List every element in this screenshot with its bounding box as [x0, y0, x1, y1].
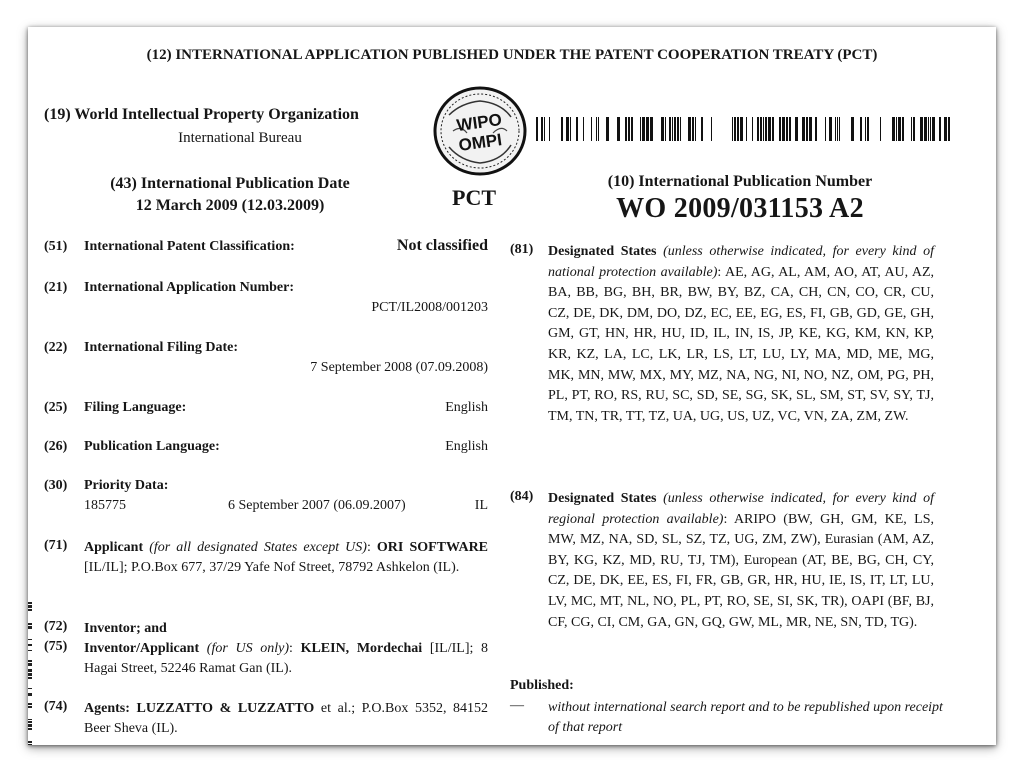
field-label: Inventor; and [84, 621, 167, 636]
field-label: International Application Number: [84, 280, 295, 295]
barcode-icon [536, 117, 952, 141]
field-code: (72) [44, 619, 68, 634]
field-label: Inventor/Applicant [84, 641, 200, 656]
regional-qualifier: (unless otherwise indicated, for every kind of regional protection available) [548, 491, 935, 527]
field-label: Designated States [548, 244, 657, 259]
field-value: English [445, 400, 488, 415]
margin-code-icon [28, 597, 32, 747]
regional-country-list: ARIPO (BW, GH, GM, KE, LS, MW, MZ, NA, SD, SL, SZ, TZ, UG, ZM, ZW), Eurasian (AM, AZ, BY, KG, KZ, MD, RU, TJ, TM), European (AT, BE, BG, CH, CY, CZ, DE, DK, EE, ES, FI, FR, GB, GR, HR, HU, IE, IS, IT, LT, LU, LV, MC, MT, NL, NO, PL, PT, RO, SE, SI, SK, TR), OAPI (BF, BJ, CF, CG, CI, CM, GA, GN, GQ, GW, ML, MR, NE, SN, TD, TG). [548, 511, 934, 630]
bureau-name: International Bureau [178, 130, 302, 146]
field-label: International Filing Date: [84, 340, 238, 355]
field-label: Priority Data: [84, 478, 169, 493]
logo-top-text: WIPO [455, 109, 504, 136]
applicant-qualifier: (for all designated States except US) [149, 540, 367, 555]
field-value: English [445, 439, 488, 454]
field-label: International Patent Classification: [84, 239, 295, 254]
agent-details: et al.; P.O.Box 5352, 84152 Beer Sheva (IL). [84, 701, 489, 736]
field-value: 7 September 2008 (07.09.2008) [310, 360, 488, 375]
national-country-list: AE, AG, AL, AM, AO, AT, AU, AZ, BA, BB, BG, BH, BR, BW, BY, BZ, CA, CH, CN, CO, CR, CU, CZ, DE, DK, DM, DO, DZ, EC, EE, EG, ES, FI, GB, GD, GE, GH, GM, GT, HN, HR, HU, ID, IL, IN, IS, JP, KE, KG, KM, KN, KP, KR, KZ, LA, LC, LK, LR, LS, LT, LU, LY, MA, MD, ME, MG, MK, MN, MW, MX, MY, MZ, NA, NG, NI, NO, NZ, OM, PG, PH, PL, PT, RO, RS, RU, SC, SD, SE, SG, SK, SL, SM, ST, SV, SY, TJ, TM, TN, TR, TT, TZ, UA, UG, US, UZ, VC, VN, ZA, ZM, ZW. [548, 264, 935, 424]
document-type-title: (12) INTERNATIONAL APPLICATION PUBLISHED UNDER THE PATENT COOPERATION TREATY (PCT) [146, 47, 878, 63]
priority-country: IL [474, 498, 488, 513]
publication-date-value: 12 March 2009 (12.03.2009) [135, 197, 325, 214]
priority-number: 185775 [84, 498, 126, 513]
field-value: Not classified [396, 237, 488, 254]
patent-front-page: (12) INTERNATIONAL APPLICATION PUBLISHED UNDER THE PATENT COOPERATION TREATY (PCT) (19) World Intellectual Property Organization International Bureau WIPO OMPI (43) International Publication Date 12 March 2009 (12.03.2009) PCT (10) International Publication Number WO 2009/031153 A2 (51) International Patent Classification: Not classified (21) International Application Number: PCT/IL2008/001203 (22) International Filing Date: 7 September 2008 (07.09.2008) (25) Filing Language: English (26) Publication Language: English (30) Priority Data: 185775 6 September 2007 (06.09.2007) IL (71) Applicant (for all designated States except US): ORI SOFTWARE [IL/IL]; P.O.Box 677, 37/29 Yafe Nof Street, 78792 Ashkelon (IL). (72) Inventor; and (75) Inventor/Applicant (for US only): KLEIN, Mordechai [IL/IL]; 8 Hagai Street, 52246 Ramat Gan (IL). (74) Agents: LUZZATTO & LUZZATTO et al.; P.O.Box 5352, 84152 Beer Sheva (IL). (81) Designated States (unless otherwise indicated, for every kind of national protection available): AE, AG, AL, AM, AO, AT, AU, AZ, BA, BB, BG, BH, BR, BW, BY, BZ, CA, CH, CN, CO, CR, CU, CZ, DE, DK, DM, DO, DZ, EC, EE, EG, ES, FI, GB, GD, GE, GH, GM, GT, HN, HR, HU, ID, IL, IN, IS, JP, KE, KG, KM, KN, KP, KR, KZ, LA, LC, LK, LR, LS, LT, LU, LY, MA, MD, ME, MG, MK, MN, MW, MX, MY, MZ, NA, NG, NI, NO, NZ, OM, PG, PH, PL, PT, RO, RS, RU, SC, SD, SE, SG, SK, SL, SM, ST, SV, SY, TJ, TM, TN, TR, TT, TZ, UA, UG, US, UZ, VC, VN, ZA, ZM, ZW. (84) Designated States (unless otherwise indicated, for every kind of regional protection available): ARIPO (BW, GH, GM, KE, LS, MW, MZ, NA, SD, SL, SZ, TZ, UG, ZM, ZW), Eurasian (AM, AZ, BY, KG, KZ, MD, RU, TJ, TM), European (AT, BE, BG, CH, CY, CZ, DE, DK, EE, ES, FI, FR, GB, GR, HR, HU, IE, IS, IT, LT, LU, LV, MC, MT, NL, NO, PL, PT, RO, SE, SI, SK, TR), OAPI (BF, BJ, CF, CG, CI, CM, GA, GN, GQ, GW, ML, MR, NE, SN, TD, TG). Published: — without international search report and to be republished upon receipt of that report [28, 27, 996, 745]
published-dash: — [510, 698, 524, 713]
field-code: (84) [510, 489, 534, 504]
field-code: (71) [44, 538, 68, 553]
field-code: (51) [44, 239, 68, 254]
field-label: Filing Language: [84, 400, 187, 415]
wipo-ompi-logo-icon [431, 85, 529, 177]
field-code: (26) [44, 439, 68, 454]
applicant-details: [IL/IL]; P.O.Box 677, 37/29 Yafe Nof Street, 78792 Ashkelon (IL). [84, 560, 460, 575]
applicant-name: ORI SOFTWARE [376, 540, 489, 555]
field-value: PCT/IL2008/001203 [371, 300, 488, 315]
priority-date: 6 September 2007 (06.09.2007) [228, 498, 406, 513]
inventor-qualifier: (for US only) [206, 641, 289, 656]
field-code: (81) [510, 242, 534, 257]
pct-mark: PCT [452, 185, 496, 210]
published-note: without international search report and to be republished upon receipt of that report [548, 700, 943, 735]
national-qualifier: (unless otherwise indicated, for every kind of national protection available) [548, 244, 935, 280]
organization-name: (19) World Intellectual Property Organization [44, 106, 359, 123]
agent-name: LUZZATTO & LUZZATTO [136, 701, 315, 716]
field-code: (21) [44, 280, 68, 295]
field-code: (22) [44, 340, 68, 355]
inventor-details: [IL/IL]; 8 Hagai Street, 52246 Ramat Gan (IL). [84, 641, 489, 676]
publication-date-label: (43) International Publication Date [110, 175, 350, 192]
field-label: Publication Language: [84, 439, 220, 454]
field-code: (25) [44, 400, 68, 415]
field-label: Designated States [548, 491, 657, 506]
logo-bottom-text: OMPI [457, 130, 504, 155]
field-code: (30) [44, 478, 68, 493]
inventor-name: KLEIN, Mordechai [300, 641, 423, 656]
field-label: Applicant [84, 540, 144, 555]
publication-number-label: (10) International Publication Number [607, 173, 873, 190]
field-code: (75) [44, 639, 68, 654]
publication-number-value: WO 2009/031153 A2 [616, 193, 864, 224]
field-code: (74) [44, 699, 68, 714]
published-heading: Published: [510, 678, 574, 693]
field-label: Agents: [84, 701, 130, 716]
